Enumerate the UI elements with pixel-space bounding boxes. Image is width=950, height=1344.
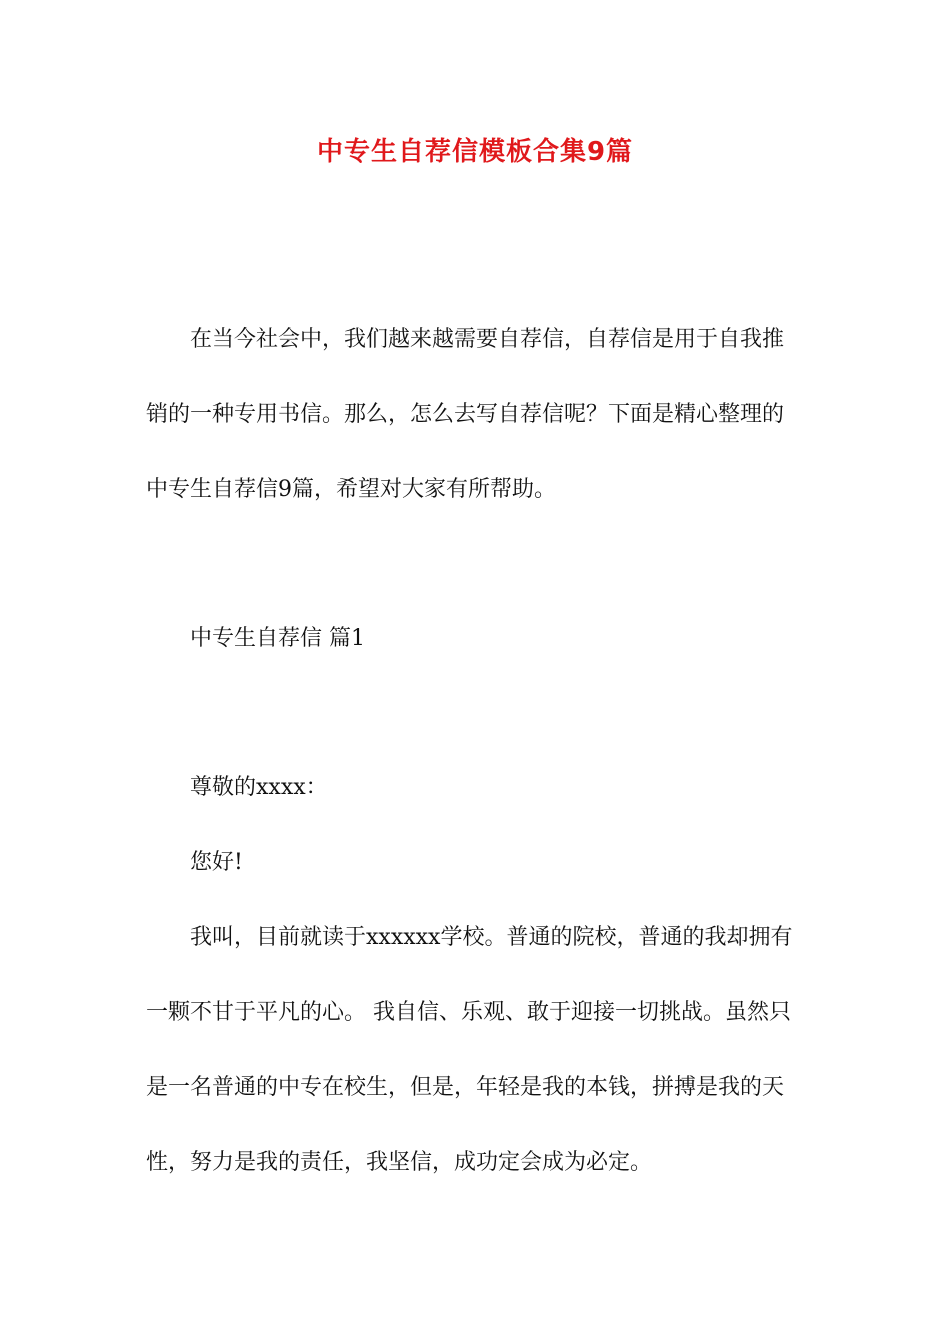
body-line-2: 一颗不甘于平凡的心。 我自信、乐观、敢于迎接一切挑战。虽然只 [146,1000,791,1025]
salutation: 尊敬的xxxx： [190,775,328,800]
body-line-4: 性，努力是我的责任，我坚信，成功定会成为必定。 [146,1150,653,1175]
body-line-3: 是一名普通的中专在校生，但是，年轻是我的本钱，拼搏是我的天 [146,1075,785,1100]
intro-line-2: 销的一种专用书信。那么，怎么去写自荐信呢？下面是精心整理的 [146,402,785,427]
intro-line-1: 在当今社会中，我们越来越需要自荐信，自荐信是用于自我推 [190,327,785,352]
greeting: 您好! [190,850,243,875]
document-title: 中专生自荐信模板合集9篇 [316,137,634,167]
body-line-1: 我叫，目前就读于xxxxxx学校。普通的院校，普通的我却拥有 [190,925,793,950]
intro-line-3: 中专生自荐信9篇，希望对大家有所帮助。 [146,477,556,502]
section-heading: 中专生自荐信 篇1 [190,626,365,651]
